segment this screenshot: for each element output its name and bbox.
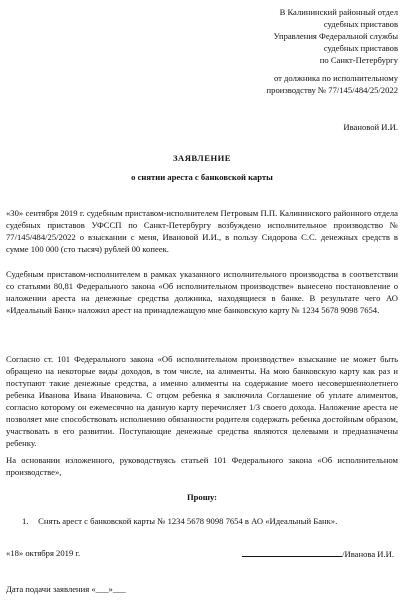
- body-paragraph: Судебным приставом-исполнителем в рамках указанного исполнительного производства в соответствии со статьями 80,81 Федерального закона «Об исполнительном производстве» вынесено постановление о наложении ареста на денежные средства должника, находящиеся в банке. В результате чего АО «Идеальный Банк» наложил арест на принадлежащую мне банковскую карту № 1234 5678 9098 7654.: [6, 269, 398, 315]
- request-item-text: Снять арест с банковской карты № 1234 5678 9098 7654 в АО «Идеальный Банк».: [38, 516, 338, 526]
- addressee-line: судебных приставов: [323, 43, 398, 53]
- sender-line: производству № 77/145/484/25/2022: [266, 85, 398, 95]
- signature-name: /Иванова И.И.: [342, 549, 394, 559]
- addressee-line: В Калининский районный отдел: [279, 7, 398, 17]
- body-paragraph: Согласно ст. 101 Федерального закона «Об исполнительном производстве» взыскание не может быть обращено на некоторые виды доходов, в том числе, на алименты. На мою банковскую карту как раз и поступают такие денежные средства, а именно алименты на содержание моего несовершеннолетнего ребенка Иванова Ивана Ивановича. С отцом ребенка я заключила Соглашение об уплате алиментов, согласно которому он ежемесячно на данную карту перечисляет 1/3 своего дохода. Наложение ареста не позволяет мне способствовать исполнению обязанности родителя содержать ребенка достойным образом, участвовать в его развитии. Поступающие денежные средства являются целевыми и предназначены ребенку.: [6, 354, 398, 448]
- addressee-block: [274, 6, 398, 66]
- addressee-line: Управления Федеральной службы: [273, 31, 398, 41]
- sender-name: Ивановой И.И.: [343, 122, 398, 132]
- addressee-line: по Санкт-Петербургу: [319, 55, 398, 65]
- document-title: ЗАЯВЛЕНИЕ: [172, 153, 232, 163]
- document-date: «18» октября 2019 г.: [6, 548, 81, 558]
- request-item: [22, 515, 398, 527]
- request-item-number: 1.: [22, 516, 29, 526]
- request-heading: Прошу:: [186, 492, 218, 502]
- document-subtitle: о снятии ареста с банковской карты: [131, 172, 273, 182]
- sender-block: [267, 72, 398, 96]
- body-paragraph: «30» сентября 2019 г. судебным приставом-исполнителем Петровым П.П. Калининского районного отдела судебных приставов УФССП по Санкт-Петербургу возбуждено исполнительное производство № 77/145/484/25/2022 о взыскании с меня, Ивановой И.И., в пользу Сидорова С.С. денежных средств в сумме 100 000 (сто тысяч) рублей 00 копеек.: [6, 208, 398, 254]
- addressee-line: судебных приставов: [323, 19, 398, 29]
- body-paragraph: На основании изложенного, руководствуясь статьей 101 Федерального закона «Об исполнительном производстве»,: [6, 455, 398, 477]
- filing-date-line: Дата подачи заявления «___»___: [6, 584, 126, 594]
- sender-line: от должника по исполнительному: [273, 73, 398, 83]
- signature-blank: [242, 547, 342, 557]
- signature-block: [242, 547, 394, 560]
